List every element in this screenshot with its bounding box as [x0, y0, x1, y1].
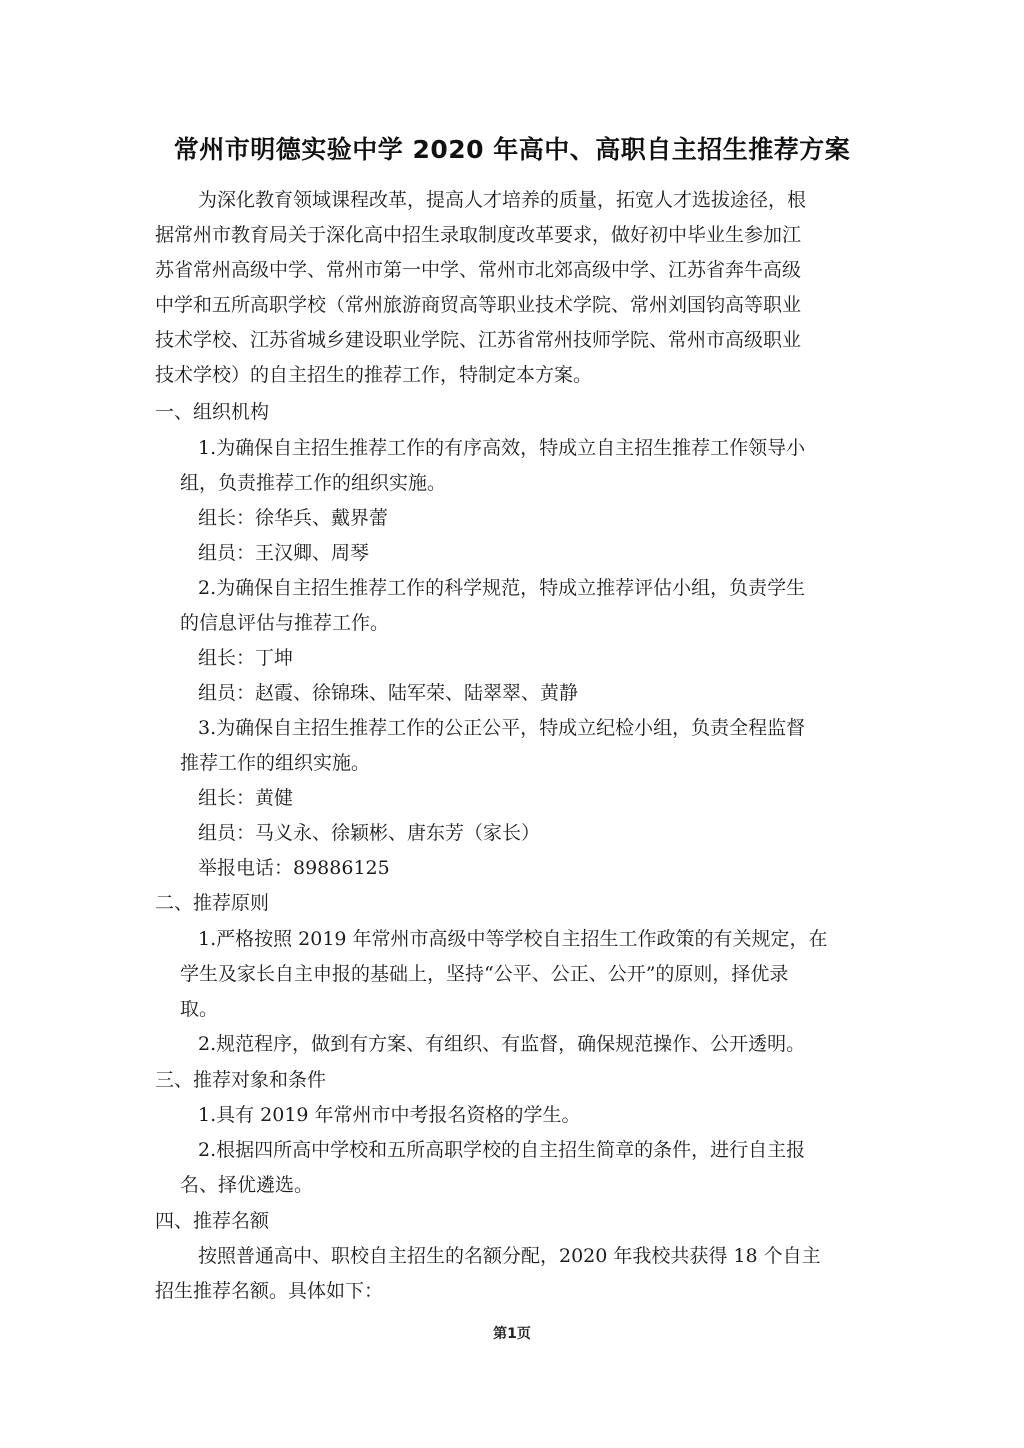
paragraph-line: 2.规范程序，做到有方案、有组织、有监督，确保规范操作、公开透明。 — [198, 1033, 806, 1055]
paragraph-line: 学生及家长自主申报的基础上，坚持“公平、公正、公开”的原则，择优录 — [180, 963, 789, 985]
paragraph-line: 2.根据四所高中学校和五所高职学校的自主招生简章的条件，进行自主报 — [198, 1139, 806, 1161]
report-phone: 举报电话：89886125 — [198, 857, 390, 879]
paragraph-line: 招生推荐名额。具体如下： — [155, 1280, 384, 1302]
intro-line: 技术学校、江苏省城乡建设职业学院、江苏省常州技师学院、常州市高级职业 — [155, 329, 802, 351]
section-heading: 二、推荐原则 — [155, 892, 270, 914]
paragraph-line: 1.具有 2019 年常州市中考报名资格的学生。 — [198, 1104, 581, 1126]
paragraph-line: 组，负责推荐工作的组织实施。 — [180, 472, 447, 494]
intro-line: 据常州市教育局关于深化高中招生录取制度改革要求，做好初中毕业生参加江 — [155, 224, 802, 246]
group-members: 组员：王汉卿、周琴 — [198, 542, 370, 564]
paragraph-line: 2.为确保自主招生推荐工作的科学规范，特成立推荐评估小组，负责学生 — [198, 577, 806, 599]
group-members: 组员：赵霞、徐锦珠、陆军荣、陆翠翠、黄静 — [198, 682, 579, 704]
section-heading: 一、组织机构 — [155, 401, 270, 423]
paragraph-line: 推荐工作的组织实施。 — [180, 752, 371, 774]
intro-line: 苏省常州高级中学、常州市第一中学、常州市北郊高级中学、江苏省奔牛高级 — [155, 259, 802, 281]
page-number: 第1页 — [493, 1326, 531, 1342]
group-leader: 组长：徐华兵、戴界蕾 — [198, 507, 389, 529]
paragraph-line: 1.为确保自主招生推荐工作的有序高效，特成立自主招生推荐工作领导小 — [198, 437, 806, 459]
intro-line: 为深化教育领域课程改革，提高人才培养的质量，拓宽人才选拔途径，根 — [198, 189, 807, 211]
group-members: 组员：马义永、徐颖彬、唐东芳（家长） — [198, 822, 541, 844]
paragraph-line: 取。 — [180, 998, 219, 1020]
paragraph-line: 的信息评估与推荐工作。 — [180, 612, 390, 634]
paragraph-line: 3.为确保自主招生推荐工作的公正公平，特成立纪检小组，负责全程监督 — [198, 717, 806, 739]
paragraph-line: 按照普通高中、职校自主招生的名额分配，2020 年我校共获得 18 个自主 — [198, 1245, 821, 1267]
section-heading: 四、推荐名额 — [155, 1210, 270, 1232]
paragraph-line: 名、择优遴选。 — [180, 1174, 314, 1196]
intro-line: 技术学校）的自主招生的推荐工作，特制定本方案。 — [155, 364, 593, 386]
intro-line: 中学和五所高职学校（常州旅游商贸高等职业技术学院、常州刘国钧高等职业 — [155, 294, 802, 316]
group-leader: 组长：丁坤 — [198, 647, 294, 669]
section-heading: 三、推荐对象和条件 — [155, 1069, 327, 1091]
page-title: 常州市明德实验中学 2020 年高中、高职自主招生推荐方案 — [173, 135, 851, 164]
group-leader: 组长：黄健 — [198, 787, 294, 809]
paragraph-line: 1.严格按照 2019 年常州市高级中等学校自主招生工作政策的有关规定，在 — [198, 928, 828, 950]
